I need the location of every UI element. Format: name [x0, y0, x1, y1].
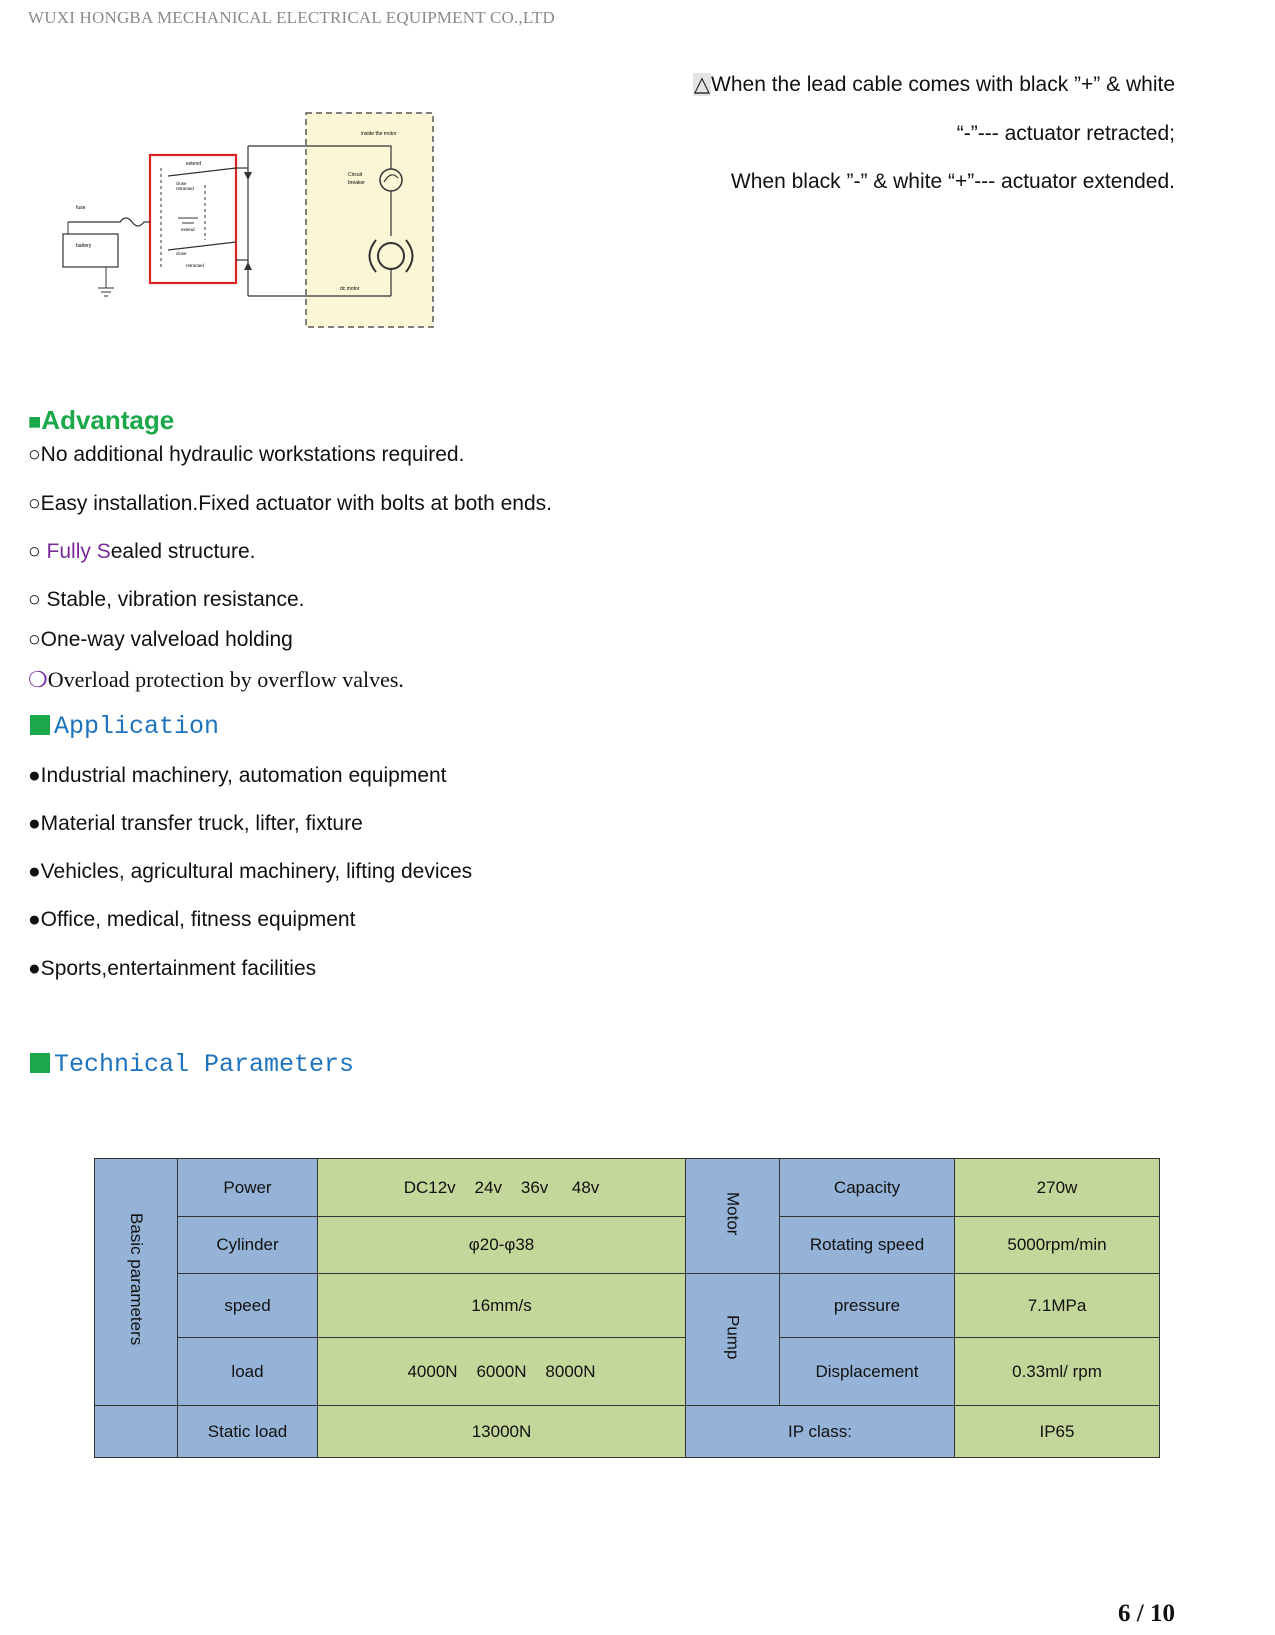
- application-heading: [30, 712, 219, 741]
- param-value: DC12v 24v 36v 48v: [318, 1159, 686, 1217]
- fuse-symbol: [68, 218, 150, 226]
- diagram-label-fuse: fuse: [76, 205, 86, 211]
- advantage-item: ○One-way valveload holding: [28, 628, 293, 651]
- param-label: Power: [178, 1159, 318, 1217]
- diagram-label-retracted-2: retracted: [186, 263, 204, 268]
- application-item: ●Material transfer truck, lifter, fixture: [28, 812, 363, 835]
- param-value: 4000N 6000N 8000N: [318, 1338, 686, 1406]
- company-header: WUXI HONGBA MECHANICAL ELECTRICAL EQUIPMENT CO.,LTD: [28, 8, 555, 27]
- diagram-label-extend-2: extend: [181, 227, 195, 232]
- green-square-icon: [30, 715, 50, 735]
- advantage-item-highlight: Fully S: [46, 540, 111, 563]
- note-line-1: [693, 72, 1175, 97]
- empty-cell: [95, 1406, 178, 1458]
- green-square-icon: [30, 1053, 50, 1073]
- motor-box: [306, 113, 433, 327]
- pump-label: Pump: [723, 1314, 743, 1360]
- diagram-label-extend: extend: [186, 161, 202, 167]
- diagram-label-battery: battery: [76, 243, 92, 249]
- basic-parameters-label: Basic parameters: [127, 1213, 146, 1346]
- advantage-item: ○ Stable, vibration resistance.: [28, 588, 305, 611]
- application-item: ●Sports,entertainment facilities: [28, 957, 317, 980]
- param-label: IP class:: [686, 1406, 955, 1458]
- table-row: [95, 1217, 1160, 1274]
- application-title: Application: [54, 712, 220, 741]
- advantage-item-text: Overload protection by overflow valves.: [47, 667, 404, 692]
- advantage-item: [28, 667, 404, 693]
- battery-symbol: [63, 234, 118, 267]
- param-value: 270w: [955, 1159, 1160, 1217]
- note-line-3: When black ”-” & white “+”--- actuator extended.: [730, 170, 1175, 193]
- wiring-diagram: [58, 110, 448, 342]
- table-row: [95, 1338, 1160, 1406]
- param-label: Static load: [178, 1406, 318, 1458]
- advantage-item: [28, 540, 255, 564]
- param-label: Rotating speed: [780, 1217, 955, 1274]
- diagram-label-circuit: Circuit: [348, 172, 363, 178]
- param-value: 13000N: [318, 1406, 686, 1458]
- page-number: 6 / 10: [1118, 1600, 1175, 1627]
- param-label: Capacity: [780, 1159, 955, 1217]
- technical-title: Technical Parameters: [54, 1050, 355, 1079]
- param-value: 5000rpm/min: [955, 1217, 1160, 1274]
- advantage-heading: [28, 405, 174, 436]
- param-label: pressure: [780, 1274, 955, 1338]
- basic-parameters-cell: [95, 1159, 178, 1406]
- application-item: ●Vehicles, agricultural machinery, lifting devices: [28, 860, 473, 883]
- table-row: [95, 1406, 1160, 1458]
- table-row: [95, 1159, 1160, 1217]
- motor-cell: [686, 1159, 780, 1274]
- advantage-title: Advantage: [41, 405, 175, 435]
- application-item: ●Office, medical, fitness equipment: [28, 908, 356, 931]
- diagram-label-close-1: close: [176, 181, 187, 186]
- param-value: 16mm/s: [318, 1274, 686, 1338]
- pump-cell: [686, 1274, 780, 1406]
- circle-icon: ❍: [28, 667, 48, 692]
- parameters-table: [94, 1158, 1160, 1458]
- param-value: 0.33ml/ rpm: [955, 1338, 1160, 1406]
- param-label: Cylinder: [178, 1217, 318, 1274]
- param-value: IP65: [955, 1406, 1160, 1458]
- note-line-2: “-”--- actuator retracted;: [956, 122, 1175, 145]
- diagram-label-breaker: breaker: [348, 180, 365, 186]
- advantage-item: ○No additional hydraulic workstations required.: [28, 443, 465, 466]
- diagram-label-inside-motor: inside the motor: [361, 131, 397, 137]
- application-item: ●Industrial machinery, automation equipment: [28, 764, 447, 787]
- technical-heading: [30, 1050, 354, 1079]
- param-label: load: [178, 1338, 318, 1406]
- param-value: 7.1MPa: [955, 1274, 1160, 1338]
- param-value: φ20-φ38: [318, 1217, 686, 1274]
- param-label: Displacement: [780, 1338, 955, 1406]
- table-row: [95, 1274, 1160, 1338]
- advantage-item-rest: ealed structure.: [110, 540, 256, 563]
- warning-triangle-icon: △: [693, 73, 711, 96]
- circle-bullet: ○: [28, 540, 47, 563]
- advantage-item: ○Easy installation.Fixed actuator with bolts at both ends.: [28, 492, 552, 515]
- note-line-1-text: When the lead cable comes with black ”+” & white: [711, 73, 1175, 96]
- motor-label: Motor: [723, 1191, 743, 1236]
- param-label: speed: [178, 1274, 318, 1338]
- diagram-label-dc-motor: dc motor: [340, 286, 360, 292]
- diagram-label-close-2: close: [176, 251, 187, 256]
- diagram-label-retracted-1: retracted: [176, 186, 194, 191]
- square-bullet-icon: ■: [28, 409, 42, 434]
